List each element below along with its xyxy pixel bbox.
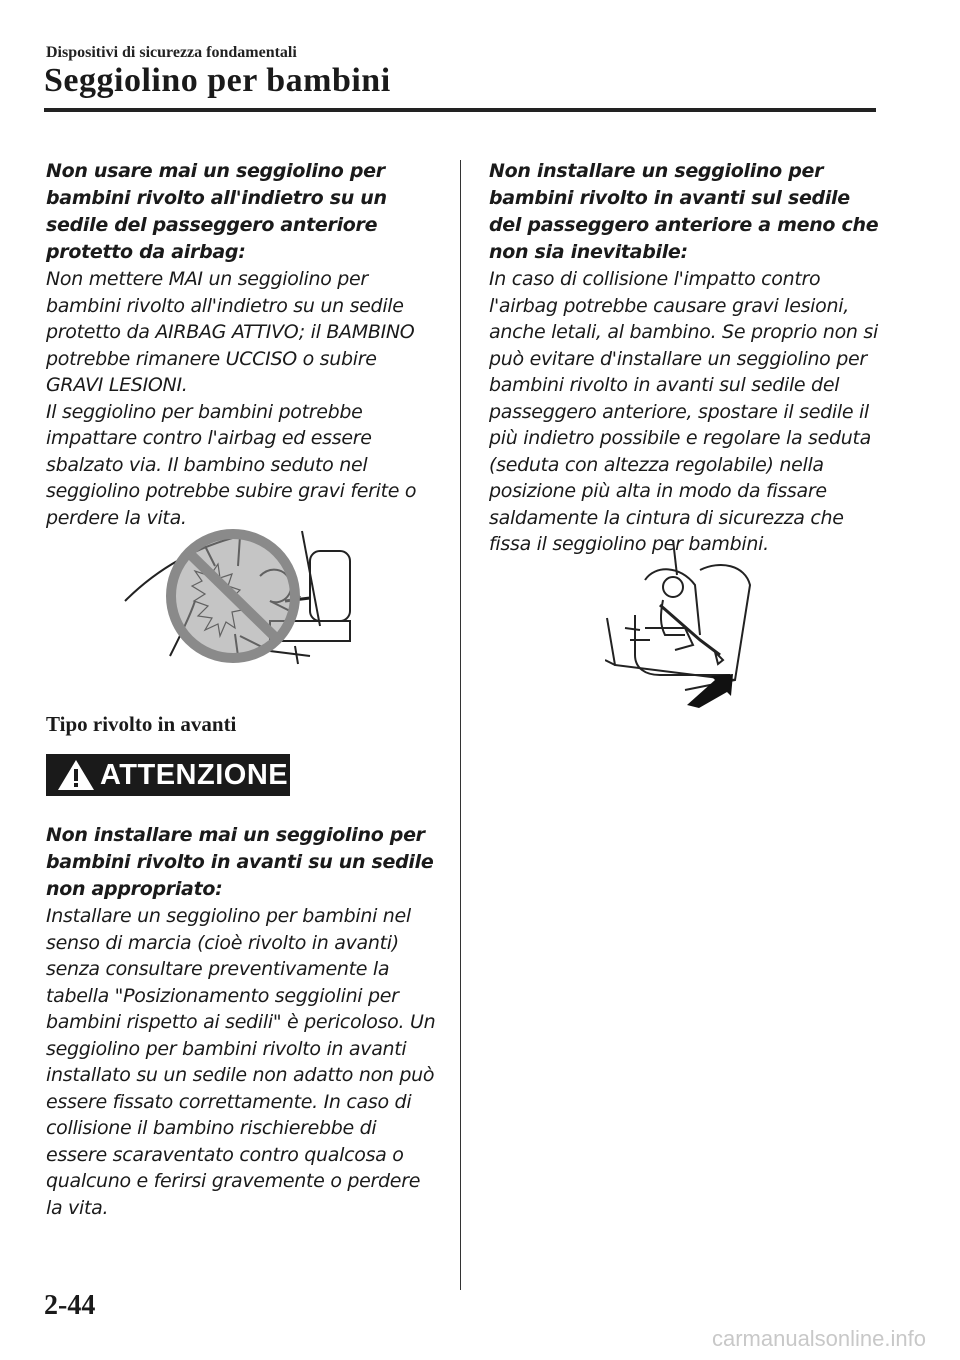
forward-facing-seat-illustration: [605, 540, 765, 710]
warning-forward-facing-body: Installare un seggiolino per bambini nel senso di marcia (cioè rivolto in avanti) senza consultare preventivamente la tabella "Posizionamento seggiolini per bambini rispetto ai sedili" è pericoloso. Un seggiolino per bambini rivolto in avanti installato su un sedile non adatto non può essere fissato correttamente. In caso di collisione il bambino rischierebbe di essere scaraventato contro qualcosa o qualcuno e ferirsi gravemente o perdere la vita.: [46, 905, 436, 1219]
watermark: carmanualsonline.info: [711, 1326, 926, 1351]
right-column: [489, 158, 881, 558]
page-title: Seggiolino per bambini: [44, 62, 391, 99]
rear-facing-prohibited-illustration: [120, 506, 370, 666]
warning-rear-facing-body: Non mettere MAI un seggiolino per bambini rivolto all'indietro su un sedile protetto da AIRBAG ATTIVO; il BAMBINO potrebbe rimanere UCCISO o subire GRAVI LESIONI.: [46, 268, 415, 396]
column-divider: [460, 160, 461, 1290]
subheading-forward-facing: Tipo rivolto in avanti: [46, 712, 237, 736]
left-column: [46, 158, 438, 531]
header-rule: [44, 108, 876, 112]
caution-label: ATTENZIONE: [100, 758, 289, 791]
warning-forward-facing-title: Non installare mai un seggiolino per bambini rivolto in avanti su un sedile non appropriato:: [46, 824, 434, 900]
warning-rear-facing-body-2: Il seggiolino per bambini potrebbe impattare contro l'airbag ed essere sbalzato via. Il bambino seduto nel seggiolino potrebbe subire gravi ferite o perdere la vita.: [46, 400, 417, 529]
page-number: 2-44: [44, 1290, 96, 1321]
warning-rear-facing-title: Non usare mai un seggiolino per bambini rivolto all'indietro su un sedile del passeggero anteriore protetto da airbag:: [46, 160, 387, 263]
caution-badge: [46, 754, 290, 796]
warning-front-seat-body: In caso di collisione l'impatto contro l'airbag potrebbe causare gravi lesioni, anche letali, al bambino. Se proprio non si può evitare d'installare un seggiolino per bambini rivolto in avanti sul sedile del passeggero anteriore, spostare il sedile il più indietro possibile e regolare la seduta (seduta con altezza regolabile) nella posizione più alta in modo da fissare saldamente la cintura di sicurezza che fissa il seggiolino per bambini.: [489, 268, 878, 555]
warning-front-seat-title: Non installare un seggiolino per bambini rivolto in avanti sul sedile del passeggero anteriore a meno che non sia inevitabile:: [489, 160, 879, 263]
warning-triangle-icon: [56, 758, 96, 792]
left-column-lower: [46, 822, 438, 1221]
section-label: Dispositivi di sicurezza fondamentali: [46, 44, 297, 61]
